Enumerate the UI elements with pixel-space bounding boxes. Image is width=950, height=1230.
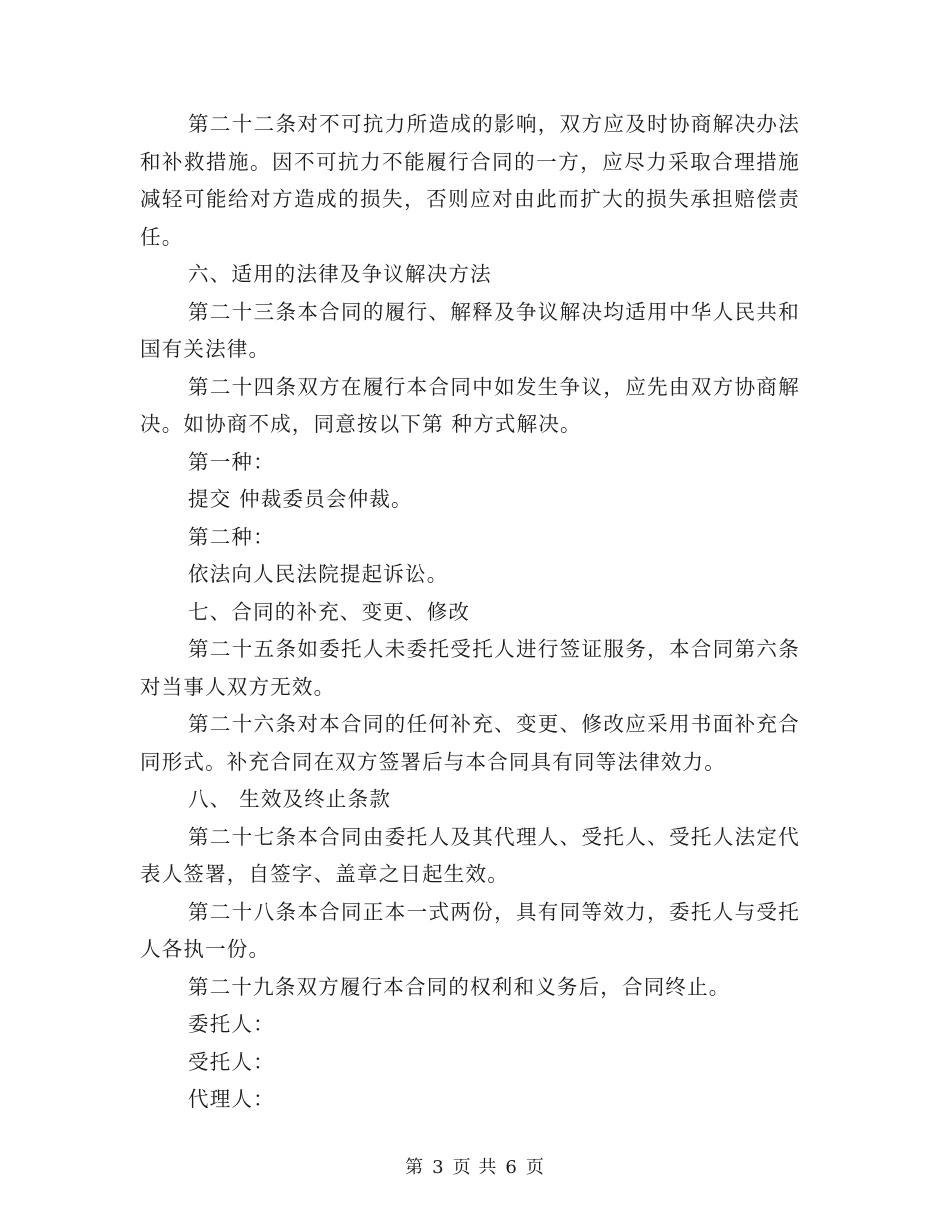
option-two-text: 依法向人民法院提起诉讼。	[188, 562, 449, 586]
option-two-label: 第二种：	[188, 524, 275, 549]
signature-principal: 委托人：	[188, 1012, 275, 1036]
footer-prefix: 第	[405, 1157, 425, 1178]
paragraph-article-27: 第二十七条本合同由委托人及其代理人、受托人、受托人法定代表人签署，自签字、盖章之日起生效。	[140, 824, 800, 886]
paragraph-article-26: 第二十六条对本合同的任何补充、变更、修改应采用书面补充合同形式。补充合同在双方签署后与本合同具有同等法律效力。	[140, 712, 800, 774]
document-body	[140, 106, 800, 1119]
total-pages-number: 6	[505, 1157, 518, 1178]
paragraph-article-29: 第二十九条双方履行本合同的权利和义务后，合同终止。	[188, 974, 731, 999]
paragraph-article-28: 第二十八条本合同正本一式两份，具有同等效力，委托人与受托人各执一份。	[140, 899, 800, 961]
signature-agent: 代理人：	[188, 1087, 275, 1111]
paragraph-article-24: 第二十四条双方在履行本合同中如发生争议，应先由双方协商解决。如协商不成，同意按以下第 种方式解决。	[140, 374, 800, 436]
section-heading-8: 八、 生效及终止条款	[188, 787, 392, 811]
paragraph-article-22: 第二十二条对不可抗力所造成的影响，双方应及时协商解决办法和补救措施。因不可抗力不能履行合同的一方，应尽力采取合理措施减轻可能给对方造成的损失，否则应对由此而扩大的损失承担赔偿责任。	[140, 112, 800, 249]
signature-trustee: 受托人：	[188, 1049, 275, 1074]
section-heading-7: 七、合同的补充、变更、修改	[188, 599, 471, 624]
paragraph-article-25: 第二十五条如委托人未委托受托人进行签证服务，本合同第六条对当事人双方无效。	[140, 637, 800, 699]
section-heading-6: 六、适用的法律及争议解决方法	[188, 262, 492, 286]
footer-suffix: 页	[525, 1157, 545, 1178]
paragraph-article-23: 第二十三条本合同的履行、解释及争议解决均适用中华人民共和国有关法律。	[140, 299, 800, 361]
footer-middle: 页 共	[452, 1157, 498, 1178]
option-one-label: 第一种：	[188, 449, 275, 474]
current-page-number: 3	[432, 1157, 445, 1178]
option-one-text: 提交 仲裁委员会仲裁。	[188, 487, 413, 511]
page-footer	[0, 1153, 950, 1179]
